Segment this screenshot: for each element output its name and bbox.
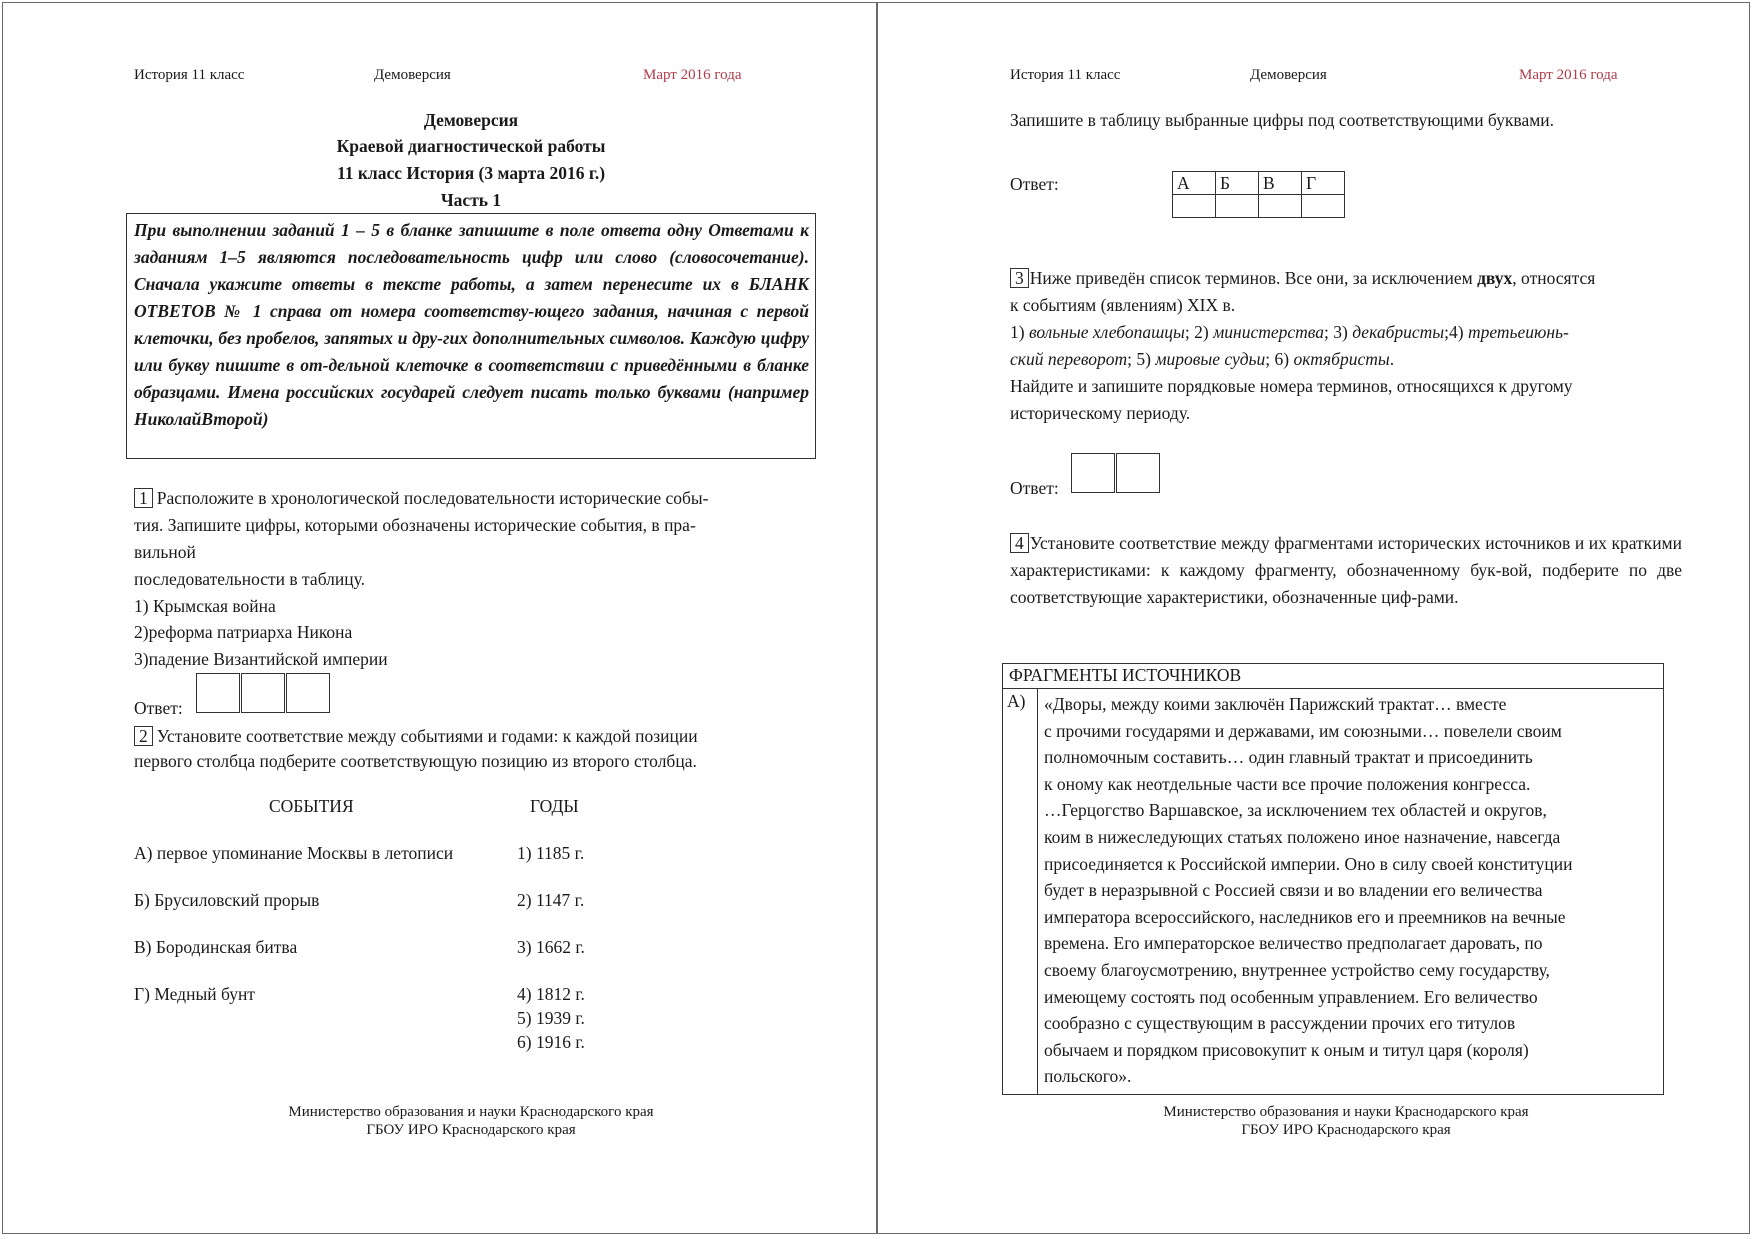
fragment-label: А) (1003, 689, 1038, 1095)
q1-line-1 (134, 485, 709, 512)
fragment-line: коим в нижеследующих статьях положено иное назначение, навсегда (1044, 826, 1561, 847)
q1-answer-cell[interactable] (286, 673, 330, 713)
header-subject: История 11 класс (1010, 67, 1121, 83)
q1-line-3: вильной (134, 542, 196, 562)
event-a: А) первое упоминание Москвы в летописи (134, 843, 454, 863)
year-6: 6) 1916 г. (517, 1032, 585, 1052)
q1-text-1: Расположите в хронологической последовательности исторические собы- (156, 488, 709, 508)
answer-label: Ответ: (1010, 174, 1059, 194)
term-5: мировые судьи (1155, 349, 1266, 369)
answer-cell[interactable] (1302, 195, 1345, 218)
q1-item-2: 2)реформа патриарха Никона (134, 622, 353, 642)
col-header-events: СОБЫТИЯ (269, 796, 354, 816)
answer-cell[interactable] (1173, 195, 1216, 218)
event-c: В) Бородинская битва (134, 937, 298, 957)
q3-text-bold: двух (1477, 268, 1513, 288)
term-3: декабристы (1352, 322, 1445, 342)
term-sep: ;4) (1444, 322, 1468, 342)
sources-table (1002, 663, 1664, 1095)
q1-answer-cell[interactable] (241, 673, 285, 713)
answer-cell[interactable] (1259, 195, 1302, 218)
q3-answer-cell[interactable] (1071, 453, 1115, 493)
q3-text-a: Ниже приведён список терминов. Все они, за исключением (1029, 268, 1478, 288)
q1-line-2: тия. Запишите цифры, которыми обозначены исторические события, в пра- (134, 515, 696, 535)
fragment-line: императора всероссийского, наследников его и преемников на вечные (1044, 906, 1566, 927)
q1-answer-label: Ответ: (134, 698, 183, 718)
q1-item-3: 3)падение Византийской империи (134, 649, 388, 669)
q1-line-4: последовательности в таблицу. (134, 569, 365, 589)
title-line-1: Демоверсия (423, 110, 519, 130)
fragment-line: с прочими государями и державами, им союзными… повелели своим (1044, 720, 1562, 741)
fragment-line: польского». (1044, 1066, 1132, 1087)
fragment-line: сообразно с существующим в рассуждении прочих его титулов (1044, 1013, 1516, 1034)
answer-letter-b: Б (1216, 172, 1259, 195)
answer-cell[interactable] (1216, 195, 1259, 218)
fragment-line: имеющему состоять под особенным управлением. Его величество (1044, 986, 1538, 1007)
q3-line-1 (1010, 265, 1595, 292)
term-sep: ; 5) (1127, 349, 1156, 369)
fragment-line: присоединяется к Российской империи. Оно в силу своей конституции (1044, 853, 1573, 874)
title-line-3: 11 класс История (3 марта 2016 г.) (336, 163, 606, 183)
q1-number: 1 (134, 488, 153, 508)
header-type: Демоверсия (1250, 67, 1327, 83)
fragment-line: времена. Его императорское величество предполагает даровать, по (1044, 933, 1543, 954)
table-prompt: Запишите в таблицу выбранные цифры под соответствующими буквами. (1010, 110, 1555, 130)
event-b: Б) Брусиловский прорыв (134, 890, 320, 910)
year-2: 2) 1147 г. (517, 890, 585, 910)
footer-line-1: Министерство образования и науки Краснодарского края (288, 1104, 654, 1120)
term-sep: ; 3) (1324, 322, 1353, 342)
footer-line-2: ГБОУ ИРО Краснодарского края (366, 1122, 576, 1138)
term-sep: ; 6) (1265, 349, 1294, 369)
title-line-2: Краевой диагностической работы (336, 136, 606, 156)
title-line-4: Часть 1 (440, 190, 502, 210)
left-page (2, 2, 877, 1234)
fragment-text (1038, 689, 1664, 1095)
fragment-line: будет в неразрывной с Россией связи и во владении его величества (1044, 880, 1543, 901)
term-4-part-2: ский переворот (1010, 349, 1128, 369)
header-subject: История 11 класс (134, 67, 245, 83)
event-d: Г) Медный бунт (134, 984, 255, 1004)
term-1: вольные хлебопашцы (1028, 322, 1185, 342)
q3-text-b: , относятся (1512, 268, 1596, 288)
q3-number: 3 (1010, 268, 1029, 288)
q4-body: Установите соответствие между фрагментами исторических источников и их краткими характеристиками: к каждому фрагменту, обозначенному бук-вой, подберите по две соответствующие характеристики, обозначенные циф-рами. (1010, 533, 1682, 607)
q2-text-1: Установите соответствие между событиями и годами: к каждой позиции (156, 726, 698, 746)
right-page (877, 2, 1750, 1234)
instructions-text: При выполнении заданий 1 – 5 в бланке запишите в поле ответа одну Ответами к заданиям 1–5 являются последовательность цифр или слово (словосочетание). Сначала укажите ответы в тексте работы, а затем перенесите их в БЛАНК ОТВЕТОВ № 1 справа от номера соответству-ющего задания, начиная с первой клеточки, без пробелов, запятых и дру-гих дополнительных символов. Каждую цифру или букву пишите в от-дельной клеточке в соответствии с приведёнными в бланке образцами. Имена российских государей следует писать только буквами (например НиколайВторой) (134, 220, 809, 429)
answer-letter-a: А (1173, 172, 1216, 195)
fragment-line: своему благоусмотрению, внутреннее устройство сему государству, (1044, 959, 1550, 980)
q3-terms-line-1 (1010, 319, 1680, 346)
q3-terms-line-2 (1010, 346, 1394, 373)
q3-task-line-2: историческому периоду. (1010, 403, 1191, 423)
fragment-line: «Дворы, между коими заключён Парижский трактат… вместе (1044, 694, 1507, 714)
q4-number: 4 (1010, 533, 1029, 553)
q3-answer-cell[interactable] (1116, 453, 1160, 493)
term-sep: . (1389, 349, 1395, 369)
q2-number: 2 (134, 726, 153, 746)
q3-line-2: к событиям (явлениям) XIX в. (1010, 295, 1236, 315)
year-4: 4) 1812 г. (517, 984, 585, 1004)
header-type: Демоверсия (374, 67, 451, 83)
year-3: 3) 1662 г. (517, 937, 585, 957)
term-2: министерства (1213, 322, 1325, 342)
q4-text (1010, 530, 1682, 611)
q2-line-1 (134, 723, 698, 750)
year-1: 1) 1185 г. (517, 843, 585, 863)
q1-item-1: 1) Крымская война (134, 596, 276, 616)
sources-header: ФРАГМЕНТЫ ИСТОЧНИКОВ (1003, 664, 1664, 689)
fragment-line: …Герцогство Варшавское, за исключением тех областей и округов, (1044, 800, 1547, 821)
term-sep: ; 2) (1184, 322, 1214, 342)
q1-answer-cell[interactable] (196, 673, 240, 713)
q2-line-2: первого столбца подберите соответствующую позицию из второго столбца. (134, 751, 697, 771)
fragment-line: обычаем и порядком присовокупит к оным и титул царя (короля) (1044, 1039, 1529, 1060)
term-num: 1) (1010, 322, 1029, 342)
term-4-part-1: третьеиюнь- (1467, 322, 1569, 342)
answer-letter-c: В (1259, 172, 1302, 195)
answer-table (1172, 171, 1345, 218)
col-header-years: ГОДЫ (530, 796, 579, 816)
header-date: Март 2016 года (1519, 67, 1618, 83)
fragment-line: к оному как неотдельные части все прочие положения конгресса. (1044, 773, 1531, 794)
q3-answer-label: Ответ: (1010, 478, 1059, 498)
footer-line-2: ГБОУ ИРО Краснодарского края (1241, 1122, 1451, 1138)
answer-letter-d: Г (1302, 172, 1345, 195)
fragment-line: полномочным составить… один главный трактат и присоединить (1044, 747, 1533, 768)
q3-task-line-1: Найдите и запишите порядковые номера терминов, относящихся к другому (1010, 376, 1573, 396)
footer-line-1: Министерство образования и науки Краснодарского края (1163, 1104, 1529, 1120)
header-date: Март 2016 года (643, 67, 742, 83)
term-6: октябристы (1293, 349, 1390, 369)
year-5: 5) 1939 г. (517, 1008, 585, 1028)
